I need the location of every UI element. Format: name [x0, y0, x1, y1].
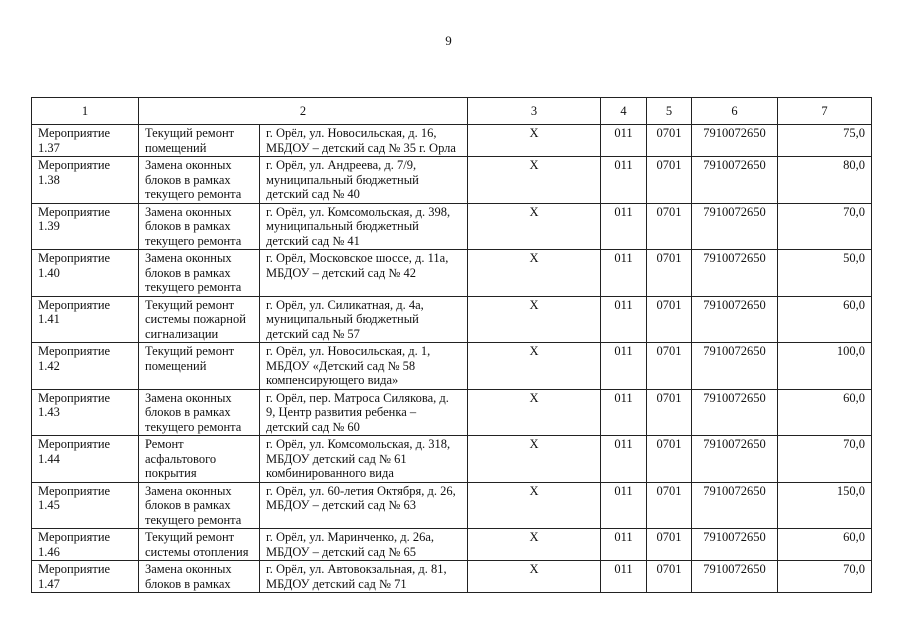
section-code-cell: 0701 [647, 157, 692, 204]
work-description-cell: Замена оконных блоков в рамках [139, 561, 260, 593]
amount-cell: 80,0 [778, 157, 872, 204]
table-row [32, 482, 872, 529]
address-cell: г. Орёл, ул. Маринченко, д. 26а, МБДОУ – детский сад № 65 [260, 529, 468, 561]
event-cell: Мероприятие 1.38 [32, 157, 139, 204]
code-cell: 011 [601, 203, 647, 250]
column-header: 3 [468, 98, 601, 125]
x-mark-cell: Х [468, 343, 601, 390]
column-header: 5 [647, 98, 692, 125]
table-row [32, 250, 872, 297]
code-cell: 011 [601, 250, 647, 297]
work-description-cell: Замена оконных блоков в рамках текущего ремонта [139, 203, 260, 250]
table-row [32, 157, 872, 204]
event-cell: Мероприятие 1.41 [32, 296, 139, 343]
event-cell: Мероприятие 1.40 [32, 250, 139, 297]
amount-cell: 70,0 [778, 561, 872, 593]
target-code-cell: 7910072650 [692, 250, 778, 297]
code-cell: 011 [601, 296, 647, 343]
amount-cell: 70,0 [778, 436, 872, 483]
section-code-cell: 0701 [647, 203, 692, 250]
amount-cell: 60,0 [778, 296, 872, 343]
work-description-cell: Замена оконных блоков в рамках текущего ремонта [139, 250, 260, 297]
target-code-cell: 7910072650 [692, 296, 778, 343]
table-row [32, 296, 872, 343]
address-cell: г. Орёл, ул. Автовокзальная, д. 81, МБДОУ детский сад № 71 [260, 561, 468, 593]
table-row [32, 125, 872, 157]
x-mark-cell: Х [468, 561, 601, 593]
x-mark-cell: Х [468, 436, 601, 483]
address-cell: г. Орёл, Московское шоссе, д. 11а, МБДОУ – детский сад № 42 [260, 250, 468, 297]
x-mark-cell: Х [468, 125, 601, 157]
section-code-cell: 0701 [647, 343, 692, 390]
address-cell: г. Орёл, ул. Андреева, д. 7/9, муниципальный бюджетный детский сад № 40 [260, 157, 468, 204]
table-row [32, 203, 872, 250]
amount-cell: 50,0 [778, 250, 872, 297]
section-code-cell: 0701 [647, 529, 692, 561]
x-mark-cell: Х [468, 157, 601, 204]
x-mark-cell: Х [468, 296, 601, 343]
code-cell: 011 [601, 529, 647, 561]
work-description-cell: Замена оконных блоков в рамках текущего ремонта [139, 157, 260, 204]
code-cell: 011 [601, 436, 647, 483]
work-description-cell: Ремонт асфальтового покрытия [139, 436, 260, 483]
page-number: 9 [445, 33, 452, 48]
target-code-cell: 7910072650 [692, 203, 778, 250]
event-cell: Мероприятие 1.45 [32, 482, 139, 529]
section-code-cell: 0701 [647, 296, 692, 343]
event-cell: Мероприятие 1.37 [32, 125, 139, 157]
amount-cell: 70,0 [778, 203, 872, 250]
section-code-cell: 0701 [647, 389, 692, 436]
work-description-cell: Текущий ремонт помещений [139, 125, 260, 157]
event-cell: Мероприятие 1.44 [32, 436, 139, 483]
section-code-cell: 0701 [647, 561, 692, 593]
column-header: 7 [778, 98, 872, 125]
target-code-cell: 7910072650 [692, 482, 778, 529]
column-header: 2 [139, 98, 468, 125]
address-cell: г. Орёл, ул. 60-летия Октября, д. 26, МБДОУ – детский сад № 63 [260, 482, 468, 529]
target-code-cell: 7910072650 [692, 389, 778, 436]
amount-cell: 60,0 [778, 529, 872, 561]
column-header: 1 [32, 98, 139, 125]
address-cell: г. Орёл, ул. Силикатная, д. 4а, муниципальный бюджетный детский сад № 57 [260, 296, 468, 343]
column-header: 6 [692, 98, 778, 125]
table-row [32, 389, 872, 436]
address-cell: г. Орёл, ул. Комсомольская, д. 318, МБДОУ детский сад № 61 комбинированного вида [260, 436, 468, 483]
amount-cell: 100,0 [778, 343, 872, 390]
amount-cell: 75,0 [778, 125, 872, 157]
x-mark-cell: Х [468, 529, 601, 561]
target-code-cell: 7910072650 [692, 561, 778, 593]
x-mark-cell: Х [468, 482, 601, 529]
code-cell: 011 [601, 482, 647, 529]
section-code-cell: 0701 [647, 125, 692, 157]
event-cell: Мероприятие 1.39 [32, 203, 139, 250]
header-row [32, 98, 872, 125]
address-cell: г. Орёл, ул. Новосильская, д. 16, МБДОУ – детский сад № 35 г. Орла [260, 125, 468, 157]
section-code-cell: 0701 [647, 436, 692, 483]
event-cell: Мероприятие 1.47 [32, 561, 139, 593]
target-code-cell: 7910072650 [692, 529, 778, 561]
x-mark-cell: Х [468, 250, 601, 297]
code-cell: 011 [601, 389, 647, 436]
table-row [32, 561, 872, 593]
table-row [32, 529, 872, 561]
work-description-cell: Замена оконных блоков в рамках текущего ремонта [139, 389, 260, 436]
event-cell: Мероприятие 1.46 [32, 529, 139, 561]
address-cell: г. Орёл, пер. Матроса Силякова, д. 9, Центр развития ребенка – детский сад № 60 [260, 389, 468, 436]
column-header: 4 [601, 98, 647, 125]
code-cell: 011 [601, 561, 647, 593]
section-code-cell: 0701 [647, 250, 692, 297]
work-description-cell: Текущий ремонт системы отопления [139, 529, 260, 561]
code-cell: 011 [601, 157, 647, 204]
work-description-cell: Текущий ремонт системы пожарной сигнализации [139, 296, 260, 343]
target-code-cell: 7910072650 [692, 436, 778, 483]
amount-cell: 60,0 [778, 389, 872, 436]
event-cell: Мероприятие 1.42 [32, 343, 139, 390]
section-code-cell: 0701 [647, 482, 692, 529]
code-cell: 011 [601, 125, 647, 157]
work-description-cell: Замена оконных блоков в рамках текущего ремонта [139, 482, 260, 529]
code-cell: 011 [601, 343, 647, 390]
work-description-cell: Текущий ремонт помещений [139, 343, 260, 390]
x-mark-cell: Х [468, 389, 601, 436]
x-mark-cell: Х [468, 203, 601, 250]
target-code-cell: 7910072650 [692, 343, 778, 390]
address-cell: г. Орёл, ул. Комсомольская, д. 398, муниципальный бюджетный детский сад № 41 [260, 203, 468, 250]
target-code-cell: 7910072650 [692, 125, 778, 157]
target-code-cell: 7910072650 [692, 157, 778, 204]
table-row [32, 343, 872, 390]
amount-cell: 150,0 [778, 482, 872, 529]
budget-table [31, 97, 872, 593]
table-row [32, 436, 872, 483]
address-cell: г. Орёл, ул. Новосильская, д. 1, МБДОУ «Детский сад № 58 компенсирующего вида» [260, 343, 468, 390]
event-cell: Мероприятие 1.43 [32, 389, 139, 436]
